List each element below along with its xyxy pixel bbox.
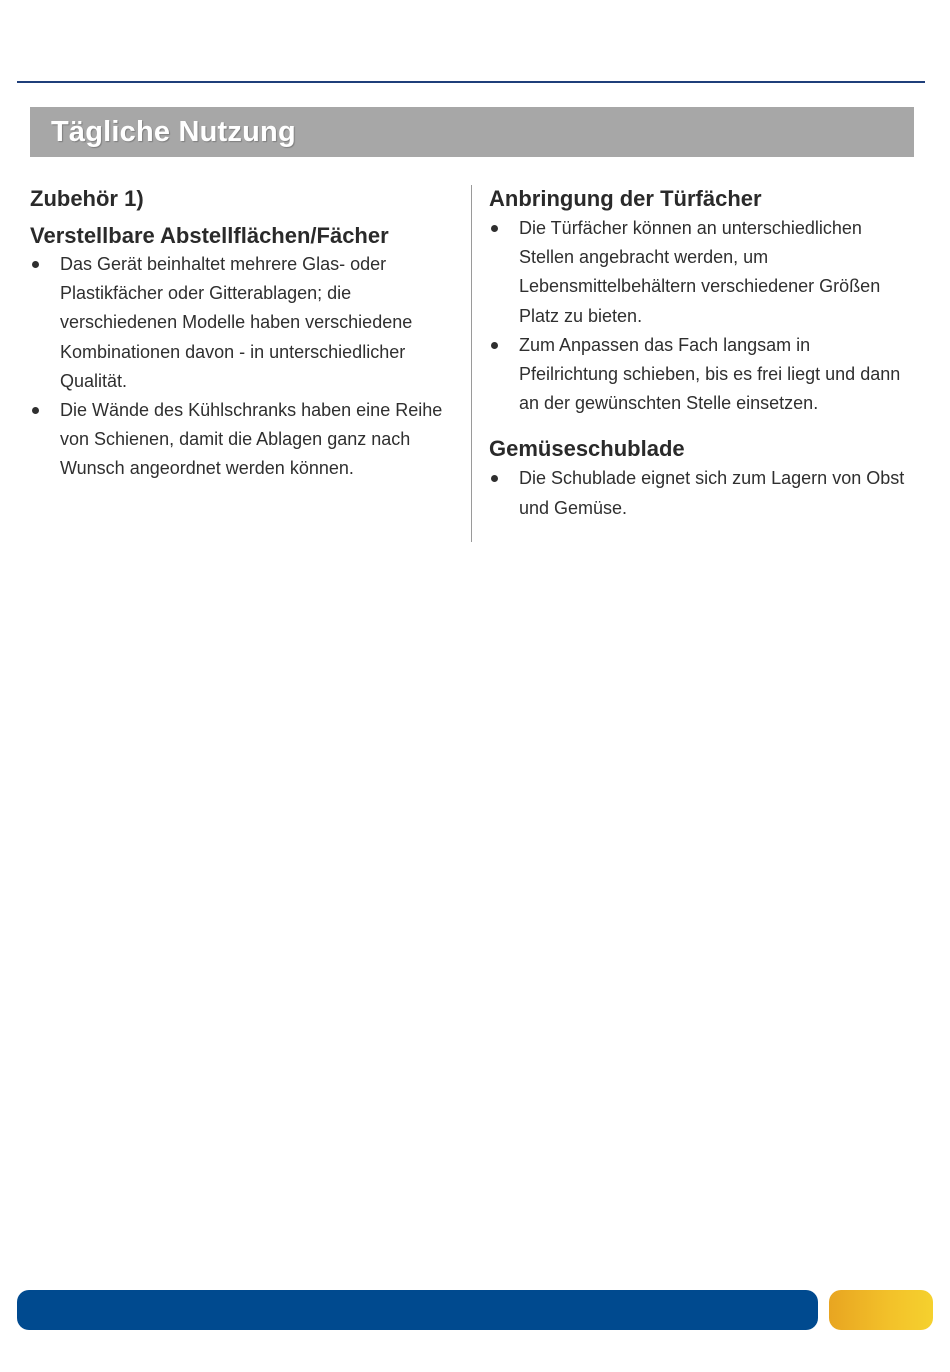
top-rule (17, 81, 925, 83)
adjustable-shelves-heading: Verstellbare Abstellflächen/Fächer (30, 223, 389, 248)
list-item (489, 214, 909, 331)
footer-bar (17, 1290, 818, 1330)
list-item-text: Das Gerät beinhaltet mehrere Glas- oder Plastikfächer oder Gitterablagen; die verschiedenen Modelle haben verschiedene Kombinationen davon - in unterschiedlicher Qualität. (60, 254, 413, 391)
bullet-icon (491, 475, 498, 482)
section-title-bar (30, 107, 914, 157)
list-item-text: Die Wände des Kühlschranks haben eine Reihe von Schienen, damit die Ablagen ganz nach Wunsch angeordnet werden können. (60, 400, 443, 479)
page-title: Tägliche Nutzung (51, 116, 296, 148)
list-item (489, 331, 909, 419)
list-item (489, 464, 909, 522)
list-item-text: Zum Anpassen das Fach langsam in Pfeilrichtung schieben, bis es frei liegt und dann an der gewünschten Stelle einsetzen. (519, 334, 901, 414)
list-item-text: Die Türfächer können an unterschiedlichen Stellen angebracht werden, um Lebensmittelbehältern verschiedener Größen Platz zu bieten. (519, 218, 881, 326)
vegetable-drawer-heading: Gemüseschublade (489, 436, 685, 462)
bullet-icon (32, 407, 39, 414)
door-shelves-heading: Anbringung der Türfächer (489, 186, 762, 211)
column-divider (471, 185, 472, 542)
list-item (30, 396, 458, 484)
vegetable-drawer-bullet-list (489, 464, 909, 522)
footer-page-tab (829, 1290, 933, 1330)
list-item-text: Die Schublade eignet sich zum Lagern von Obst und Gemüse. (519, 468, 905, 518)
accessories-heading: Zubehör 1) (30, 186, 144, 211)
shelves-bullet-list (30, 250, 458, 484)
left-column (30, 184, 458, 484)
door-shelves-bullet-list (489, 214, 909, 418)
bullet-icon (491, 225, 498, 232)
right-column (489, 184, 909, 523)
bullet-icon (32, 261, 39, 268)
bullet-icon (491, 342, 498, 349)
list-item (30, 250, 458, 396)
